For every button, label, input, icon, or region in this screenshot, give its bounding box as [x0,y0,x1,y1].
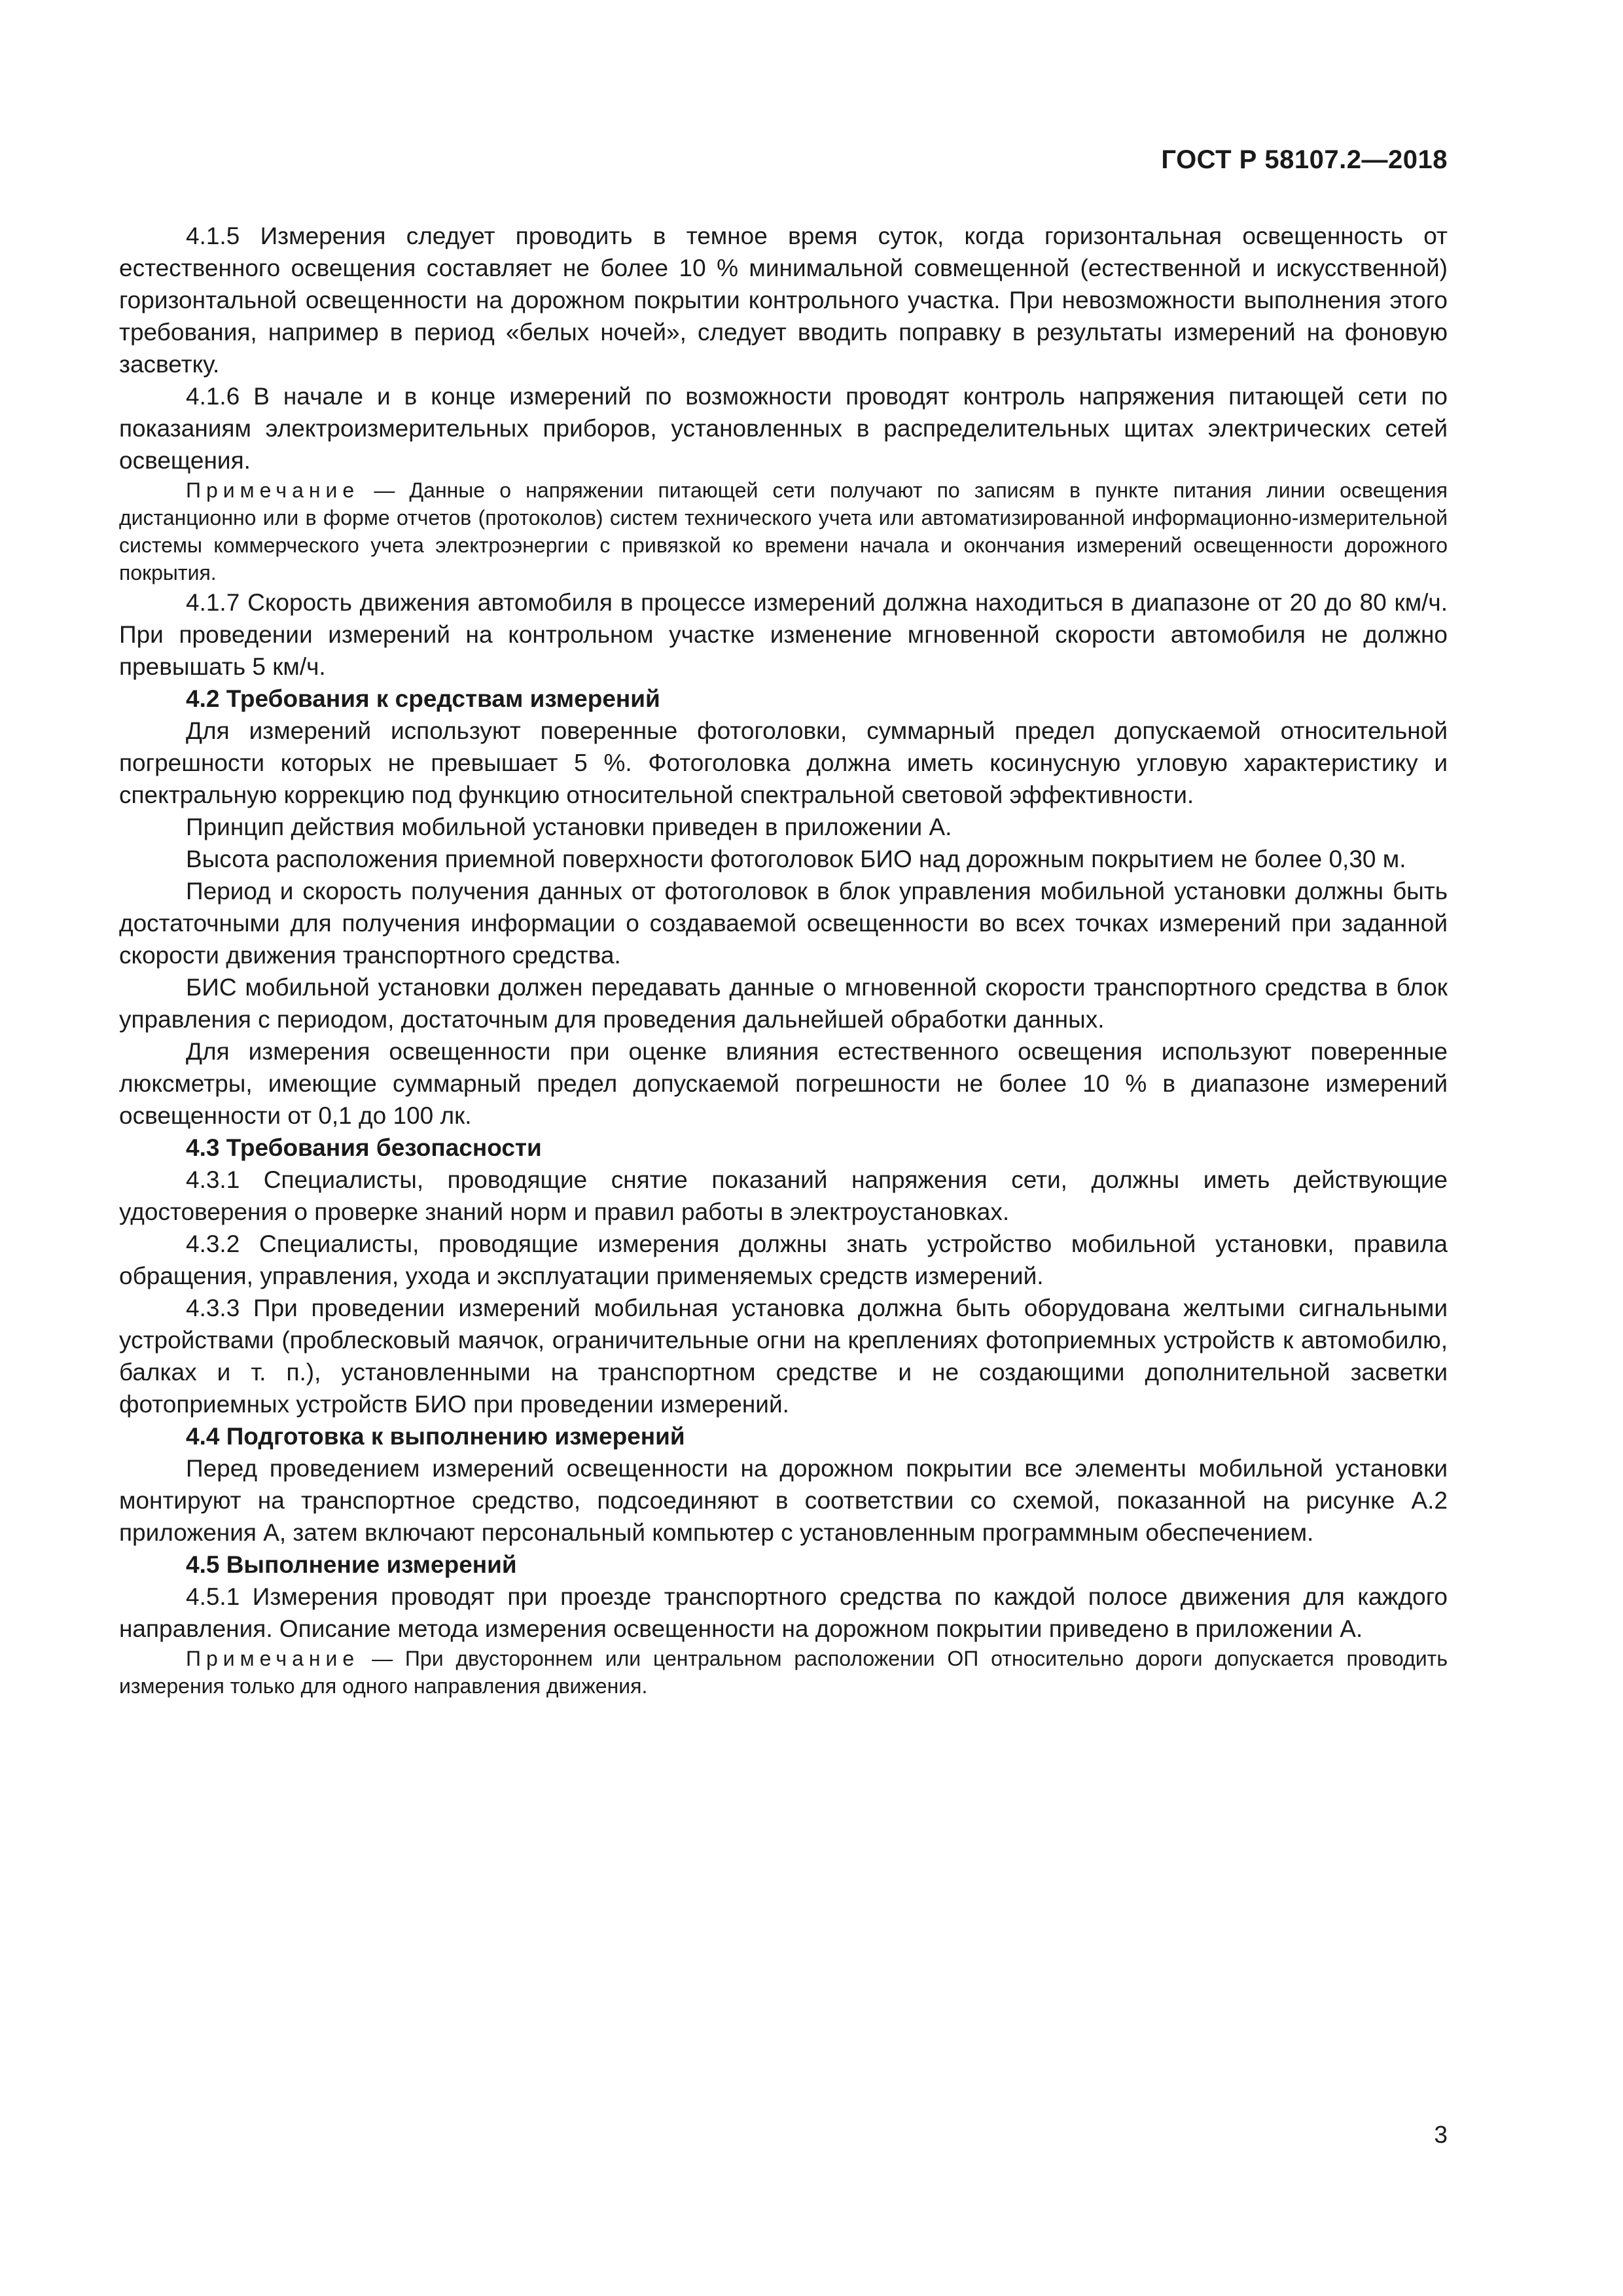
paragraph-4-2-luxmeters: Для измерения освещенности при оценке влияния естественного освещения используют поверенные люксметры, имеющие суммарный предел допускаемой погрешности не более 10 % в диапазоне измерений освещенности от 0,1 до 100 лк. [119,1038,1448,1129]
paragraph-4-1-6: 4.1.6 В начале и в конце измерений по возможности проводят контроль напряжения питающей сети по показаниям электроизмерительных приборов, установленных в распределительных щитах электрических сетей освещения. [119,383,1448,474]
note-direction [119,1645,1448,1700]
document-standard-id: ГОСТ Р 58107.2—2018 [1161,145,1448,174]
paragraph-4-4: Перед проведением измерений освещенности на дорожном покрытии все элементы мобильной установки монтируют на транспортное средство, подсоединяют в соответствии со схемой, показанной на рисунке А.2 приложения А, затем включают персональный компьютер с установленным программным обеспечением. [119,1455,1448,1546]
paragraph-4-3-1: 4.3.1 Специалисты, проводящие снятие показаний напряжения сети, должны иметь действующие удостоверения о проверке знаний норм и правил работы в электроустановках. [119,1166,1448,1225]
paragraph-4-1-7: 4.1.7 Скорость движения автомобиля в процессе измерений должна находиться в диапазоне от 20 до 80 км/ч. При проведении измерений на контрольном участке изменение мгновенной скорости автомобиля не должно превышать 5 км/ч. [119,589,1448,680]
paragraph-4-1-5: 4.1.5 Измерения следует проводить в темное время суток, когда горизонтальная освещенность от естественного освещения составляет не более 10 % минимальной совмещенной (естественной и искусственной) горизонтальной освещенности на дорожном покрытии контрольного участка. При невозможности выполнения этого требования, например в период «белых ночей», следует вводить поправку в результаты измерений на фоновую засветку. [119,223,1448,378]
section-heading-4-2: 4.2 Требования к средствам измерений [186,685,660,712]
section-heading-4-5: 4.5 Выполнение измерений [186,1551,517,1578]
paragraph-4-5-1: 4.5.1 Измерения проводят при проезде транспортного средства по каждой полосе движения для каждого направления. Описание метода измерения освещенности на дорожном покрытии приведено в приложении А. [119,1583,1448,1642]
note-text: — Данные о напряжении питающей сети получают по записям в пункте питания линии освещения дистанционно или в форме отчетов (протоколов) систем технического учета или автоматизированной информационно-измерительной системы коммерческого учета электроэнергии с привязкой ко времени начала и окончания измерений освещенности дорожного покрытия. [119,478,1448,584]
section-heading-4-4: 4.4 Подготовка к выполнению измерений [186,1423,685,1450]
document-body [119,220,1448,1700]
paragraph-4-2-bis: БИС мобильной установки должен передавать данные о мгновенной скорости транспортного средства в блок управления с периодом, достаточным для проведения дальнейшей обработки данных. [119,974,1448,1033]
paragraph-4-2-height: Высота расположения приемной поверхности фотоголовок БИО над дорожным покрытием не более 0,30 м. [186,846,1406,872]
note-voltage [119,476,1448,586]
page-number: 3 [1434,2121,1448,2148]
note-label: Примечание [186,478,360,502]
section-heading-4-3: 4.3 Требования безопасности [186,1134,542,1161]
note-label: Примечание [186,1647,360,1670]
paragraph-4-2-period: Период и скорость получения данных от фотоголовок в блок управления мобильной установки должны быть достаточными для получения информации о создаваемой освещенности во всех точках измерений при заданной скорости движения транспортного средства. [119,878,1448,969]
note-text: — При двустороннем или центральном расположении ОП относительно дороги допускается проводить измерения только для одного направления движения. [119,1647,1448,1698]
paragraph-4-2-principle: Принцип действия мобильной установки приведен в приложении А. [186,814,952,840]
paragraph-4-3-3: 4.3.3 При проведении измерений мобильная установка должна быть оборудована желтыми сигнальными устройствами (проблесковый маячок, ограничительные огни на креплениях фотоприемных устройств к автомобилю, балках и т. п.), установленными на транспортном средстве и не создающими дополнительной засветки фотоприемных устройств БИО при проведении измерений. [119,1295,1448,1418]
paragraph-4-2-photoheads: Для измерений используют поверенные фотоголовки, суммарный предел допускаемой относительной погрешности которых не превышает 5 %. Фотоголовка должна иметь косинусную угловую характеристику и спектральную коррекцию под функцию относительной спектральной световой эффективности. [119,717,1448,808]
paragraph-4-3-2: 4.3.2 Специалисты, проводящие измерения должны знать устройство мобильной установки, правила обращения, управления, ухода и эксплуатации применяемых средств измерений. [119,1230,1448,1289]
